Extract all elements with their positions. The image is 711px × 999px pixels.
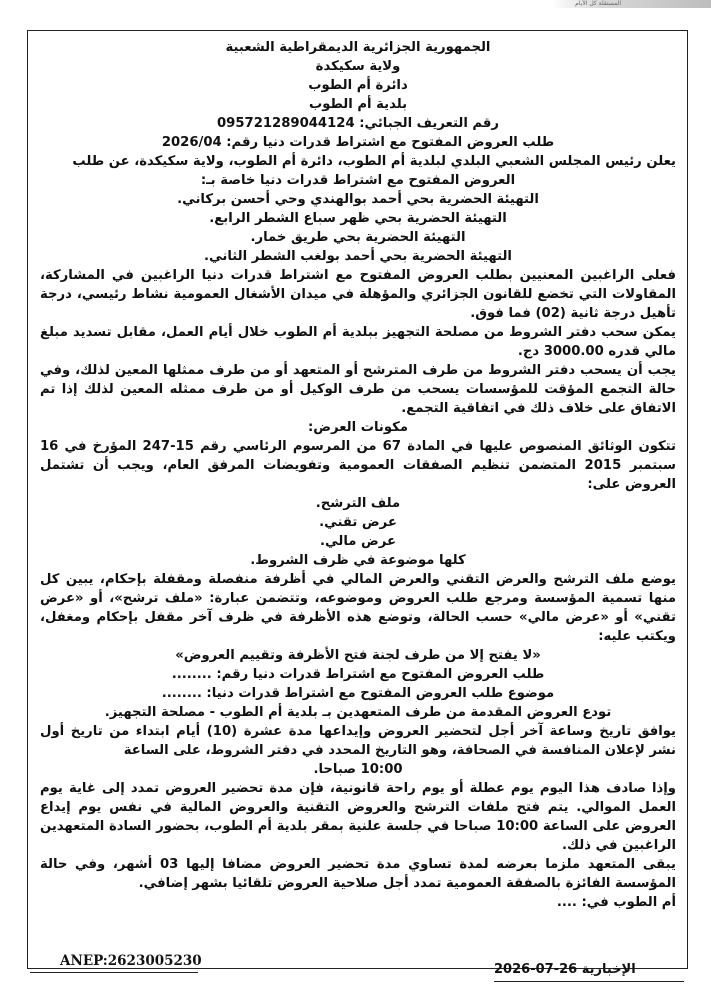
deadline-paragraph: يوافق تاريخ وساعة آخر أجل لتحضير العروض وإيداعها مدة عشرة (10) أيام ابتداء من تاريخ أول نشر لإعلان المنافسة في الصحافة، وهو التاريخ المحدد في دفتر الشروط، على الساعة (40, 724, 677, 758)
envelope-quote: «لا يفتح إلا من طرف لجنة فتح الأظرفة وتقييم العروض» (175, 648, 541, 663)
validity-paragraph: يبقى المتعهد ملزما بعرضه لمدة تساوي مدة تحضير العروض مضافا إليها 03 أشهر، وفي حالة المؤسسة الفائزة بالصفقة العمومية تمدد أجل صلاحية العروض تلقائيا بشهر إضافي. (40, 857, 676, 891)
lot-2: التهيئة الحضرية بحي ظهر سباع الشطر الرابع. (209, 211, 507, 226)
daira-title: دائرة أم الطوب (308, 78, 408, 93)
component-2: عرض تقني. (319, 515, 397, 530)
signoff-line: أم الطوب في: .... (556, 895, 676, 910)
announce-line-2: العروض المفتوح مع اشتراط قدرات دنيا خاصة بـ: (200, 173, 516, 188)
component-1: ملف الترشح. (315, 496, 401, 511)
masthead-strip (0, 0, 711, 10)
lot-1: التهيئة الحضرية بحي أحمد بوالهندي وحي أحسن بركاني. (177, 192, 539, 207)
components-title: مكونات العرض: (308, 420, 408, 435)
components-intro: تتكون الوثائق المنصوص عليها في المادة 67 من المرسوم الرئاسي رقم 15-247 المؤرخ في 16 سبتمبر 2015 المتضمن تنظيم الصفقات العمومية وتفويضات المرفق العام، ويجب أن تشتمل العروض على: (40, 439, 676, 492)
holiday-paragraph: وإذا صادف هذا اليوم يوم عطلة أو يوم راحة قانونية، فإن مدة تحضير العروض تمدد إلى غاية يوم العمل الموالي. يتم فتح ملفات الترشح والعروض التقنية والعروض المالية في نفس يوم إيداع العروض على الساعة 10:00 صباحا في جلسة علنية بمقر بلدية أم الطوب، بحضور السادة المتعهدين الراغبين في ذلك. (40, 781, 676, 853)
subject-line: موضوع طلب العروض المفتوح مع اشتراط قدرات دنيا: ........ (161, 686, 555, 701)
deadline-time: 10:00 صباحا. (313, 762, 403, 777)
components-note: كلها موضوعة في ظرف الشروط. (250, 553, 466, 568)
announce-line-1: يعلن رئيس المجلس الشعبي البلدي لبلدية أم الطوب، دائرة أم الطوب، ولاية سكيكدة، عن طلب (72, 154, 676, 169)
newspaper-footer: الإخبارية 26-07-2026 (494, 962, 636, 977)
tender-title: طلب العروض المفتوح مع اشتراط قدرات دنيا رقم: 2026/04 (161, 135, 555, 150)
lot-4: التهيئة الحضرية بحي أحمد بولغب الشطر الثاني. (204, 249, 512, 264)
anep-reference: ANEP:2623005230 (60, 953, 202, 969)
masthead-tag: المستقلة كل الأيام (575, 0, 621, 7)
component-3: عرض مالي. (320, 534, 396, 549)
withdraw-paragraph: يمكن سحب دفتر الشروط من مصلحة التجهيز ببلدية أم الطوب خلال أيام العمل، مقابل تسديد مبلغ مالي قدره 3000.00 دج. (40, 325, 676, 359)
notice-body (40, 38, 676, 912)
withdraw-who-paragraph: يجب أن يسحب دفتر الشروط من طرف المترشح أو المتعهد أو من طرف ممثلها المعين لذلك، وفي حالة التجمع المؤقت للمؤسسات يسحب من طرف الوكيل أو من طرف ممثله المعين لذلك إذا تم الاتفاق على خلاف ذلك في اتفاقية التجمع. (40, 363, 676, 416)
wilaya-title: ولاية سكيكدة (315, 59, 401, 74)
tax-id: رقم التعريف الجبائي: 095721289044124 (216, 116, 500, 131)
envelopes-paragraph: يوضع ملف الترشح والعرض التقني والعرض المالي في أظرفة منفصلة ومقفلة بإحكام، يبين كل منها تسمية المؤسسة ومرجع طلب العروض وموضوعه، وتتضمن عبارة: «ملف ترشح»، أو «عرض تقني» أو «عرض مالي» حسب الحالة، وتوضع هذه الأظرفة في ظرف آخر مقفل بإحكام ومغفل، ويكتب عليه: (40, 572, 676, 644)
republic-title: الجمهورية الجزائرية الديمقراطية الشعبية (225, 40, 491, 55)
reference-line: طلب العروض المفتوح مع اشتراط قدرات دنيا رقم: ........ (171, 667, 545, 682)
anep-underline (30, 972, 198, 973)
commune-title: بلدية أم الطوب (308, 97, 408, 112)
deposit-line: تودع العروض المقدمة من طرف المتعهدين بـ بلدية أم الطوب - مصلحة التجهيز. (104, 705, 612, 720)
eligibility-paragraph: فعلى الراغبين المعنيين بطلب العروض المفتوح مع اشتراط قدرات دنيا الراغبين في المشاركة، المقاولات التي تخضع للقانون الجزائري والمؤهلة في ميدان الأشغال العمومية نشاط رئيسي، درجة تأهيل درجة ثانية (02) فما فوق. (40, 268, 676, 321)
lot-3: التهيئة الحضرية بحي طريق خمار. (250, 230, 466, 245)
newspaper-footer-rule (494, 981, 684, 982)
